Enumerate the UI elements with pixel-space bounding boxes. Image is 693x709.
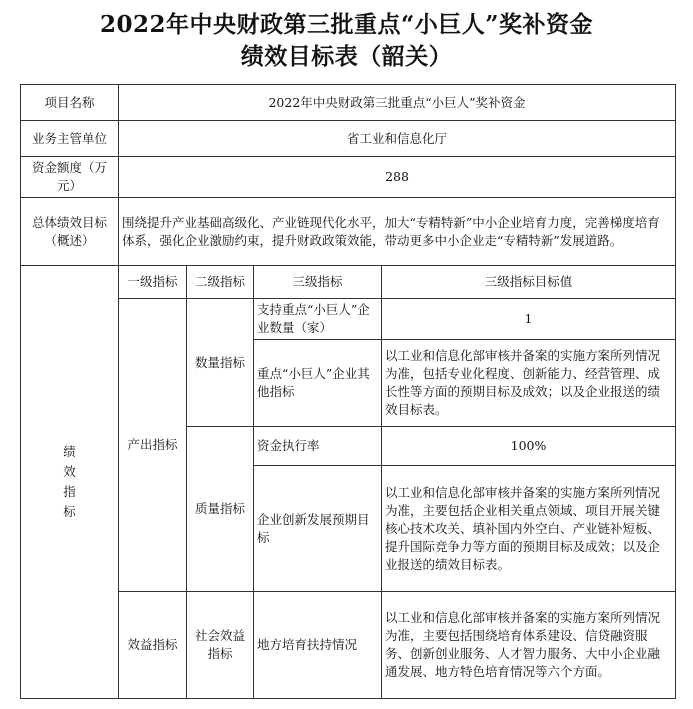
overall-goal-label: 总体绩效目标（概述）: [21, 198, 119, 266]
table-row: [21, 157, 676, 198]
quality-indicator-label: 质量指标: [187, 427, 254, 592]
table-row: [21, 121, 676, 157]
document-title-line-1: 2022年中央财政第三批重点“小巨人”奖补资金: [100, 11, 593, 38]
table-row: [21, 198, 676, 266]
document-title-line-2: 绩效目标表（韶关）: [240, 43, 453, 70]
performance-target-table: [20, 84, 676, 699]
funding-label: 资金额度（万元）: [21, 157, 119, 198]
header-target: 三级指标目标值: [382, 266, 676, 299]
output-indicator-label: 产出指标: [119, 299, 187, 592]
header-level2: 二级指标: [187, 266, 254, 299]
benefit-indicator-label: 效益指标: [119, 592, 187, 699]
table-row: [21, 592, 676, 699]
indicator-name: 重点“小巨人”企业其他指标: [254, 340, 382, 427]
department-label: 业务主管单位: [21, 121, 119, 157]
indicator-target: 1: [382, 299, 676, 340]
funding-value: 288: [119, 157, 676, 198]
header-level1: 一级指标: [119, 266, 187, 299]
indicator-target: 以工业和信息化部审核并备案的实施方案所列情况为准，主要包括企业相关重点领域、项目开展关键核心技术攻关、填补国内外空白、产业链补短板、提升国际竞争力等方面的预期目标及成效；以及企业报送的绩效目标表。: [382, 466, 676, 592]
indicator-name: 资金执行率: [254, 427, 382, 466]
indicator-name: 地方培育扶持情况: [254, 592, 382, 699]
indicator-target: 100%: [382, 427, 676, 466]
table-row: [21, 299, 676, 340]
indicator-target: 以工业和信息化部审核并备案的实施方案所列情况为准，主要包括围绕培育体系建设、信贷融资服务、创新创业服务、人才智力服务、大中小企业融通发展、地方特色培育情况等六个方面。: [382, 592, 676, 699]
project-name-label: 项目名称: [21, 85, 119, 121]
header-level3: 三级指标: [254, 266, 382, 299]
table-row: [21, 266, 676, 299]
indicator-name: 企业创新发展预期目标: [254, 466, 382, 592]
table-row: [21, 85, 676, 121]
project-name-value: 2022年中央财政第三批重点“小巨人”奖补资金: [119, 85, 676, 121]
department-value: 省工业和信息化厅: [119, 121, 676, 157]
indicator-name: 支持重点“小巨人”企业数量（家）: [254, 299, 382, 340]
social-benefit-indicator-label: 社会效益指标: [187, 592, 254, 699]
overall-goal-value: 围绕提升产业基础高级化、产业链现代化水平，加大“专精特新”中小企业培育力度，完善梯度培育体系，强化企业激励约束，提升财政政策效能，带动更多中小企业走“专精特新”发展道路。: [119, 198, 676, 266]
quantity-indicator-label: 数量指标: [187, 299, 254, 427]
performance-indicators-label: 绩效指标: [21, 266, 119, 699]
indicator-target: 以工业和信息化部审核并备案的实施方案所列情况为准，包括专业化程度、创新能力、经营管理、成长性等方面的预期目标及成效；以及企业报送的绩效目标表。: [382, 340, 676, 427]
